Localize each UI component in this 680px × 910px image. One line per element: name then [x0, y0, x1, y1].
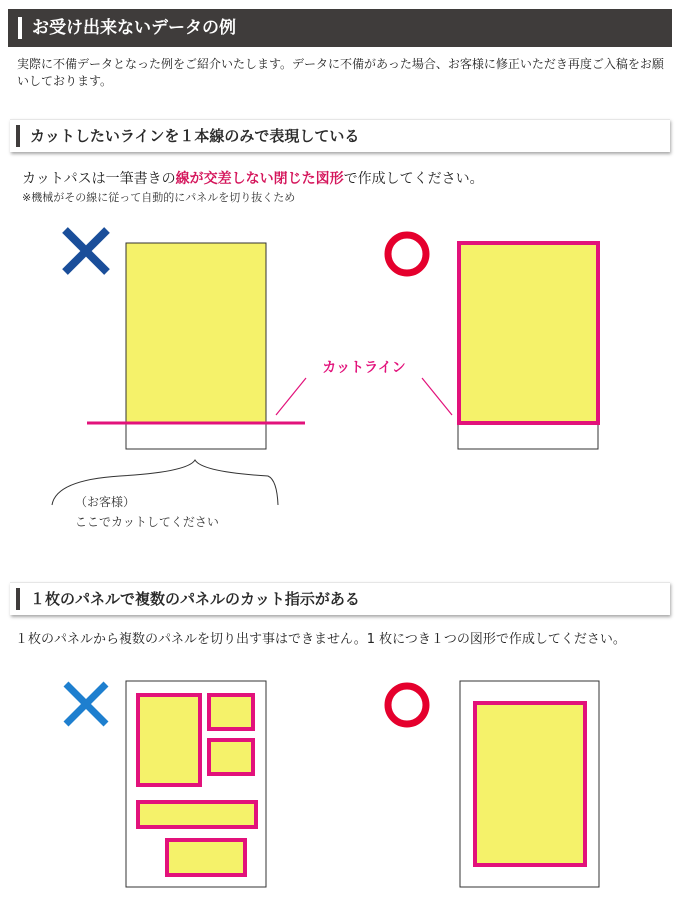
ng-panel-piece	[209, 740, 253, 774]
callout-line2: ここでカットしてください	[75, 515, 219, 529]
ng-panel-piece	[209, 695, 253, 729]
section1-desc-post: で作成してください。	[343, 171, 484, 187]
ng-panel-yellow	[126, 243, 266, 423]
intro-text: 実際に不備データとなった例をご紹介いたします。データに不備があった場合、お客様に修正いただき再度ご入稿をお願いしております。	[17, 57, 664, 88]
section2-header	[10, 582, 670, 615]
ng-panel-piece	[138, 695, 200, 785]
ok-panel-outlined	[459, 243, 598, 423]
circle-mark-icon	[388, 686, 426, 724]
section2-accent-bar	[16, 588, 20, 610]
cut-label-pointer-left	[276, 378, 306, 415]
section1-desc-pre: カットパスは一筆書きの	[22, 171, 176, 187]
circle-mark-icon	[388, 235, 426, 273]
cut-line-label: カットライン	[322, 360, 406, 376]
section1-desc-highlight: 線が交差しない閉じた図形	[175, 171, 344, 187]
section1-note: ※機械がその線に従って自動的にパネルを切り抜くため	[22, 191, 296, 204]
callout-line1: （お客様）	[75, 495, 136, 509]
cross-mark-icon	[65, 230, 107, 272]
ng-panel-piece	[138, 802, 256, 827]
ok-single-panel-piece	[475, 703, 585, 865]
section1-title: カットしたいラインを１本線のみで表現している	[30, 127, 360, 145]
page-title: お受け出来ないデータの例	[32, 18, 236, 38]
ok-panel-remainder	[458, 423, 598, 449]
ng-panel-piece	[167, 840, 245, 875]
section2-description: １枚のパネルから複数のパネルを切り出す事はできません。1 枚につき１つの図形で作成してください。	[15, 632, 626, 647]
section2-title: １枚のパネルで複数のパネルのカット指示がある	[30, 590, 360, 608]
cross-mark-icon	[66, 684, 106, 724]
ng-panel-remainder	[126, 423, 266, 449]
cut-label-pointer-right	[422, 378, 452, 415]
